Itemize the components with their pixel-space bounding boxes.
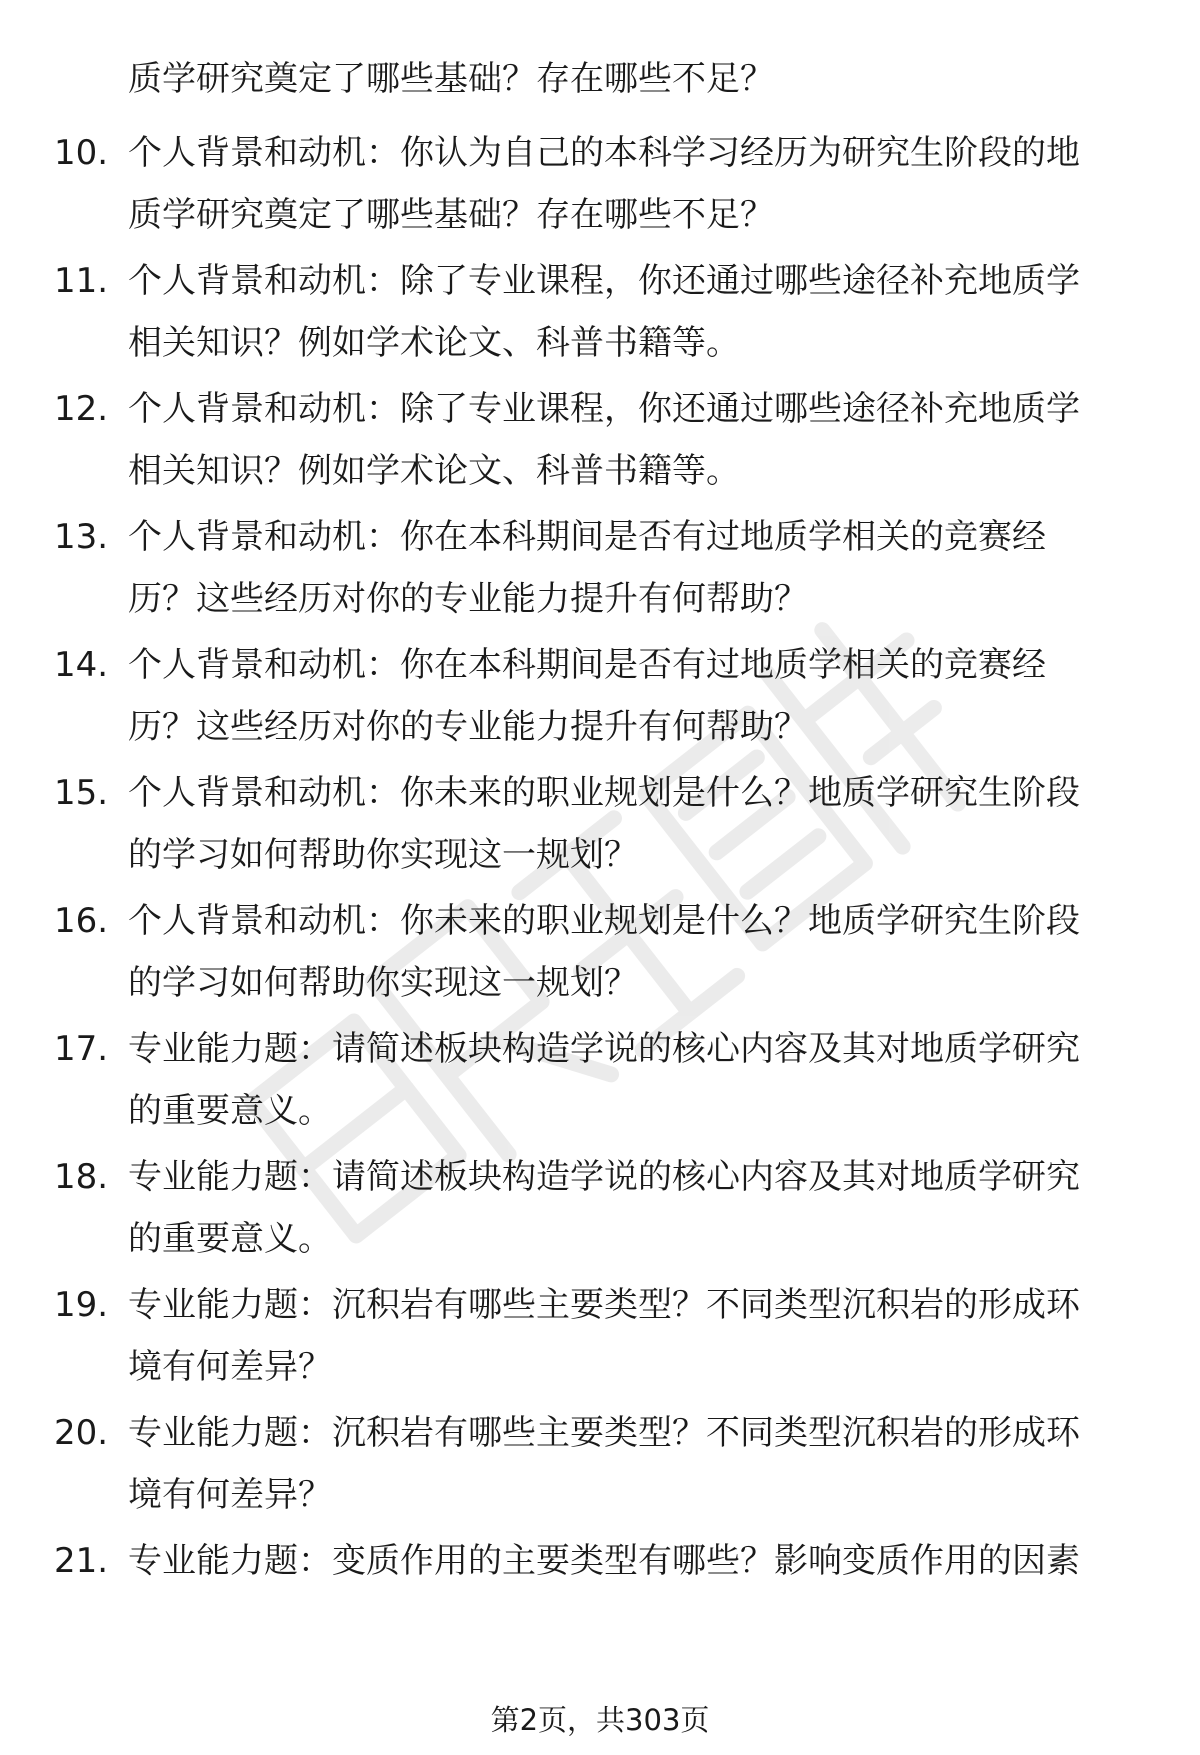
item-text-line: 境有何差异？ (128, 1475, 332, 1515)
item-text-line: 专业能力题：沉积岩有哪些主要类型？不同类型沉积岩的形成环 (128, 1413, 1080, 1453)
item-number: 13. (54, 517, 109, 557)
item-number: 17. (54, 1029, 109, 1069)
list-item (0, 506, 1200, 636)
item-text-line: 专业能力题：请简述板块构造学说的核心内容及其对地质学研究 (128, 1157, 1080, 1197)
item-text-line: 相关知识？例如学术论文、科普书籍等。 (128, 323, 740, 363)
page-number-footer: 第2页，共303页 (490, 1703, 710, 1737)
item-number: 20. (54, 1413, 109, 1453)
item-text-line: 个人背景和动机：你在本科期间是否有过地质学相关的竞赛经 (128, 517, 1046, 557)
item-text-line: 的重要意义。 (128, 1219, 332, 1259)
item-text-line: 相关知识？例如学术论文、科普书籍等。 (128, 451, 740, 491)
item-number: 11. (54, 261, 109, 301)
item-number: 12. (54, 389, 109, 429)
item-text-line: 个人背景和动机：你未来的职业规划是什么？地质学研究生阶段 (128, 901, 1080, 941)
item-text-line: 专业能力题：沉积岩有哪些主要类型？不同类型沉积岩的形成环 (128, 1285, 1080, 1325)
item-text-line: 个人背景和动机：除了专业课程，你还通过哪些途径补充地质学 (128, 389, 1080, 429)
list-item (0, 1146, 1200, 1276)
list-item (0, 890, 1200, 1020)
item-text-line: 的学习如何帮助你实现这一规划？ (128, 963, 638, 1003)
list-item (0, 1018, 1200, 1148)
item-number: 14. (54, 645, 109, 685)
item-number: 18. (54, 1157, 109, 1197)
item-text-line: 个人背景和动机：你未来的职业规划是什么？地质学研究生阶段 (128, 773, 1080, 813)
item-text-line: 个人背景和动机：你认为自己的本科学习经历为研究生阶段的地 (128, 133, 1080, 173)
list-item (0, 378, 1200, 508)
item-number: 10. (54, 133, 109, 173)
list-item (0, 1402, 1200, 1532)
item-number: 19. (54, 1285, 109, 1325)
list-item (0, 1530, 1200, 1660)
item-text-line: 历？这些经历对你的专业能力提升有何帮助？ (128, 707, 808, 747)
item-text-line: 境有何差异？ (128, 1347, 332, 1387)
item-text-line: 个人背景和动机：除了专业课程，你还通过哪些途径补充地质学 (128, 261, 1080, 301)
item-text-line: 质学研究奠定了哪些基础？存在哪些不足？ (128, 59, 774, 99)
list-item (0, 250, 1200, 380)
item-number: 16. (54, 901, 109, 941)
item-text-line: 专业能力题：变质作用的主要类型有哪些？影响变质作用的因素 (128, 1541, 1080, 1581)
list-item (0, 1274, 1200, 1404)
list-item (0, 762, 1200, 892)
item-text-line: 质学研究奠定了哪些基础？存在哪些不足？ (128, 195, 774, 235)
item-text-line: 的学习如何帮助你实现这一规划？ (128, 835, 638, 875)
item-text-line: 的重要意义。 (128, 1091, 332, 1131)
item-text-line: 专业能力题：请简述板块构造学说的核心内容及其对地质学研究 (128, 1029, 1080, 1069)
item-number: 15. (54, 773, 109, 813)
item-number: 21. (54, 1541, 109, 1581)
item-text-line: 个人背景和动机：你在本科期间是否有过地质学相关的竞赛经 (128, 645, 1046, 685)
list-item (0, 122, 1200, 252)
item-text-line: 历？这些经历对你的专业能力提升有何帮助？ (128, 579, 808, 619)
list-item (0, 634, 1200, 764)
